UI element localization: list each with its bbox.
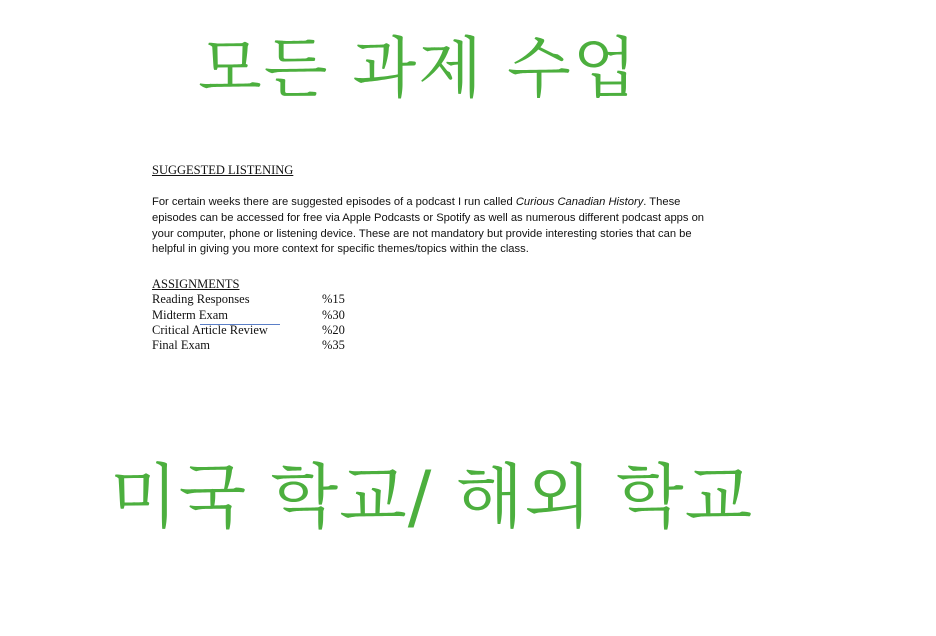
assignment-name-text: Midterm Exam xyxy=(152,307,229,322)
document-excerpt xyxy=(152,162,712,354)
assignment-name: Critical Article Review xyxy=(152,323,268,337)
assignment-row xyxy=(152,323,712,338)
suggested-listening-paragraph xyxy=(152,195,712,258)
assignment-name xyxy=(152,308,322,323)
assignments-heading: ASSIGNMENTS xyxy=(152,277,240,292)
assignment-name: Final Exam xyxy=(152,338,210,353)
paragraph-text-start: For certain weeks there are suggested episodes of a podcast I run called xyxy=(152,196,516,208)
assignments-list xyxy=(152,292,712,354)
bottom-banner-title: 미국 학교/ 해외 학교 xyxy=(110,456,754,538)
paragraph-text-end: . These episodes can be accessed for free via Apple Podcasts or Spotify as well as numerous different podcast apps on your computer, phone or listening device. These are not mandatory but provide interesting stories that can be helpful in giving you more context for specific themes/topics within the class. xyxy=(152,196,705,256)
top-banner-title: 모든 과제 수업 xyxy=(198,30,639,107)
assignment-row xyxy=(152,292,712,307)
suggested-listening-heading: SUGGESTED LISTENING xyxy=(152,163,294,177)
assignment-row xyxy=(152,338,712,353)
assignment-weight: %15 xyxy=(322,292,345,307)
assignment-row xyxy=(152,308,712,323)
assignment-weight: %35 xyxy=(322,338,345,353)
assignment-weight: %30 xyxy=(322,307,345,322)
assignment-name: Reading Responses xyxy=(152,292,250,307)
assignment-weight: %20 xyxy=(322,323,345,337)
podcast-title: Curious Canadian History xyxy=(515,196,644,208)
